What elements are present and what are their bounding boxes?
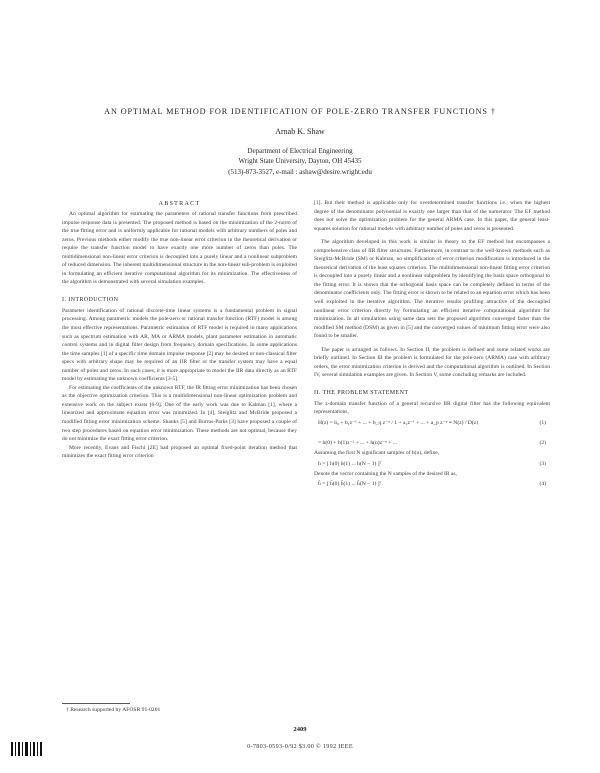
right-paragraph-2: The algorithm developed in this work is similar in theory to the EF method but encompasses a comprehensive class of IIR filter structures. Furthermore, in contrast to the well-known methods such as Steiglitz-McBride (SM) or Kalman, no simplification of error criterion modification is introduced in the theoretical derivation of the least squares criterion. The multidimensional non-linear fitting error criterion is decoupled into a purely linear and a nonlinear subproblem by identifying the basis space orthogonal to the fitting error. It is shown that the orthogonal basis space can be completely defined in terms of the denominator coefficients only. The fitting error is shown to be related to an equation error which has been well exploited in the iterative algorithm. The iterative results profiling attractive of the decoupled nonlinear error criterion directly by formulating an efficient iterative computational algorithm for minimization. In all simulations using same data sets the proposed algorithm converged faster than the modified SM method (DSM) as given in [5] and the converged values of minimum fitting error were also found to be smaller.: [314, 239, 550, 340]
intro-paragraph-2: For estimating the coefficients of the unknown RTF, the IR fitting error minimization has been chosen as the objective optimization criterion. This is a multidimensional non-linear optimization problem and extensive work on the subject exists [6-9]. One of the early work was due to Kalman [1], where a linearized and approximate equation error was minimized. In [4], Steiglitz and McBride proposed a modified fitting error minimization scheme. Shanks [5] and Burrus-Parks [3] have proposed a couple of two step procedures based on equation error minimization. These methods are not optimal, because they do not minimize the exact fitting error criterion.: [62, 384, 297, 443]
equation-2-body: = h(0) + h(1)z⁻¹ + ... + h(n)z⁻ⁿ + ...: [318, 440, 398, 447]
right-paragraph-3: The paper is arranged as follows. In Section II, the problem is defined and some related works are briefly outlined. In Section III the problem is formulated for the pole-zero (ARMA) case with arbitrary orders, the error minimization criterion is derived and the computational algorithm is outlined. In Section IV, several simulation examples are given. In Section V, some concluding remarks are included.: [314, 346, 550, 379]
author-name: Arnab K. Shaw: [275, 127, 325, 136]
copyright-line: 0-7803-0593-0/92 $3.00 © 1992 IEEE: [247, 743, 353, 750]
equation-3-body: h = [ h(0) h(1) ... h(N − 1) ]ᵀ: [318, 460, 382, 467]
affiliation-block: [0, 146, 600, 177]
equation-1: [314, 418, 550, 437]
barcode-mark: [11, 742, 45, 756]
equation-2-number: (2): [539, 440, 546, 447]
right-paragraph-1: [1]. But their method is applicable only for overdetermined transfer functions i.e., when the highest degree of the denominator polynomial is exactly one larger than that of the numerator. The EF method does not solve the optimization problem for the general ARMA case. In this paper, the general least-squares solution for rational models with arbitrary number of poles and zeros is presented.: [314, 200, 550, 232]
footnote: † Research supported by AFOSR 91-0201: [66, 707, 161, 713]
equation-4: [314, 479, 550, 489]
abstract-text: An optimal algorithm for estimating the parameters of rational transfer functions from prescribed impulse response data is presented. The proposed method is based on the minimization of the 2-norm of the true fitting error and is uniformly applicable for rational models with arbitrary numbers of poles and zeros. Previous methods either modify the true non-linear error criterion in the theoretical derivation or require the transfer function model to have exactly one more number of zeros than poles. The multidimensional non-linear error criterion is decoupled into a purely linear and a nonlinear subproblem of reduced dimension. The inherent multidimensional structure in the non-linear sub-problem is exploited in formulating an efficient iterative computational algorithm for its minimization. The effectiveness of the algorithm is demonstrated with several simulation examples.: [62, 211, 297, 286]
equation-4-body: ĥ = [ ĥ(0) ĥ(1) ... ĥ(N − 1) ]ᵀ.: [318, 481, 384, 488]
left-column: [62, 199, 297, 461]
problem-paragraph-2: Assuming the first N significant samples of h(n), define,: [314, 450, 440, 457]
equation-2: [314, 438, 550, 448]
equation-3: [314, 459, 550, 469]
page-number: 2409: [293, 726, 307, 733]
affiliation-contact: (513)-873-3527, e-mail : ashaw@desire.wright.edu: [228, 167, 372, 176]
intro-paragraph-3: More recently, Evans and Fischl [2E] had proposed an optimal fixed-point iteration method that minimizes the exact fitting error criterion: [62, 444, 297, 460]
paper-title: AN OPTIMAL METHOD FOR IDENTIFICATION OF POLE-ZERO TRANSFER FUNCTIONS †: [104, 107, 496, 116]
affiliation-university: Wright State University, Dayton, OH 45435: [238, 157, 362, 166]
intro-paragraph-1: Parameter identification of rational discrete-time linear systems is a fundamental problem in signal processing. Among parametric models the pole-zero or rational transfer function (RTF) model is among the most effective representations. Parametric estimation of RTF model is required in many applications such as spectrum estimation with AR, MA or ARMA models, plant parameter estimation in automatic control systems and in digital filter design from frequency domain specifications. In some applications the time samples [1] of a specific time domain impulse response [2] may be desired or non-classical filter specs with arbitrary shape may be required of an IIR filter or the transfer system may have a equal number of poles and zeros. In such cases, it is more appropriate to model the IIR data directly as an RTF model by estimating the unknown coefficients [3-5].: [62, 307, 297, 383]
abstract-heading: ABSTRACT: [158, 200, 201, 207]
affiliation-department: Department of Electrical Engineering: [247, 147, 353, 155]
equation-4-number: (4): [539, 481, 546, 488]
problem-paragraph-1: The z-domain transfer function of a general recursive IIR digital filter has the following equivalent representations,: [314, 400, 550, 416]
equation-3-number: (3): [539, 460, 546, 467]
right-column: [314, 199, 550, 490]
footnote-rule: [62, 703, 130, 704]
equation-1-body: H(z) = b₀ + b₁z⁻¹ + ... + b_q z⁻ᵠ / 1 + a₁z⁻¹ + ... + a_p z⁻ᵖ ≡ N(z) / D(z): [318, 420, 479, 427]
equation-1-number: (1): [539, 420, 546, 427]
section-1-heading: I. INTRODUCTION: [62, 296, 119, 303]
section-2-heading: II. THE PROBLEM STATEMENT: [314, 389, 409, 396]
problem-paragraph-3: Denote the vector containing the N samples of the desired IR as,: [314, 470, 457, 477]
